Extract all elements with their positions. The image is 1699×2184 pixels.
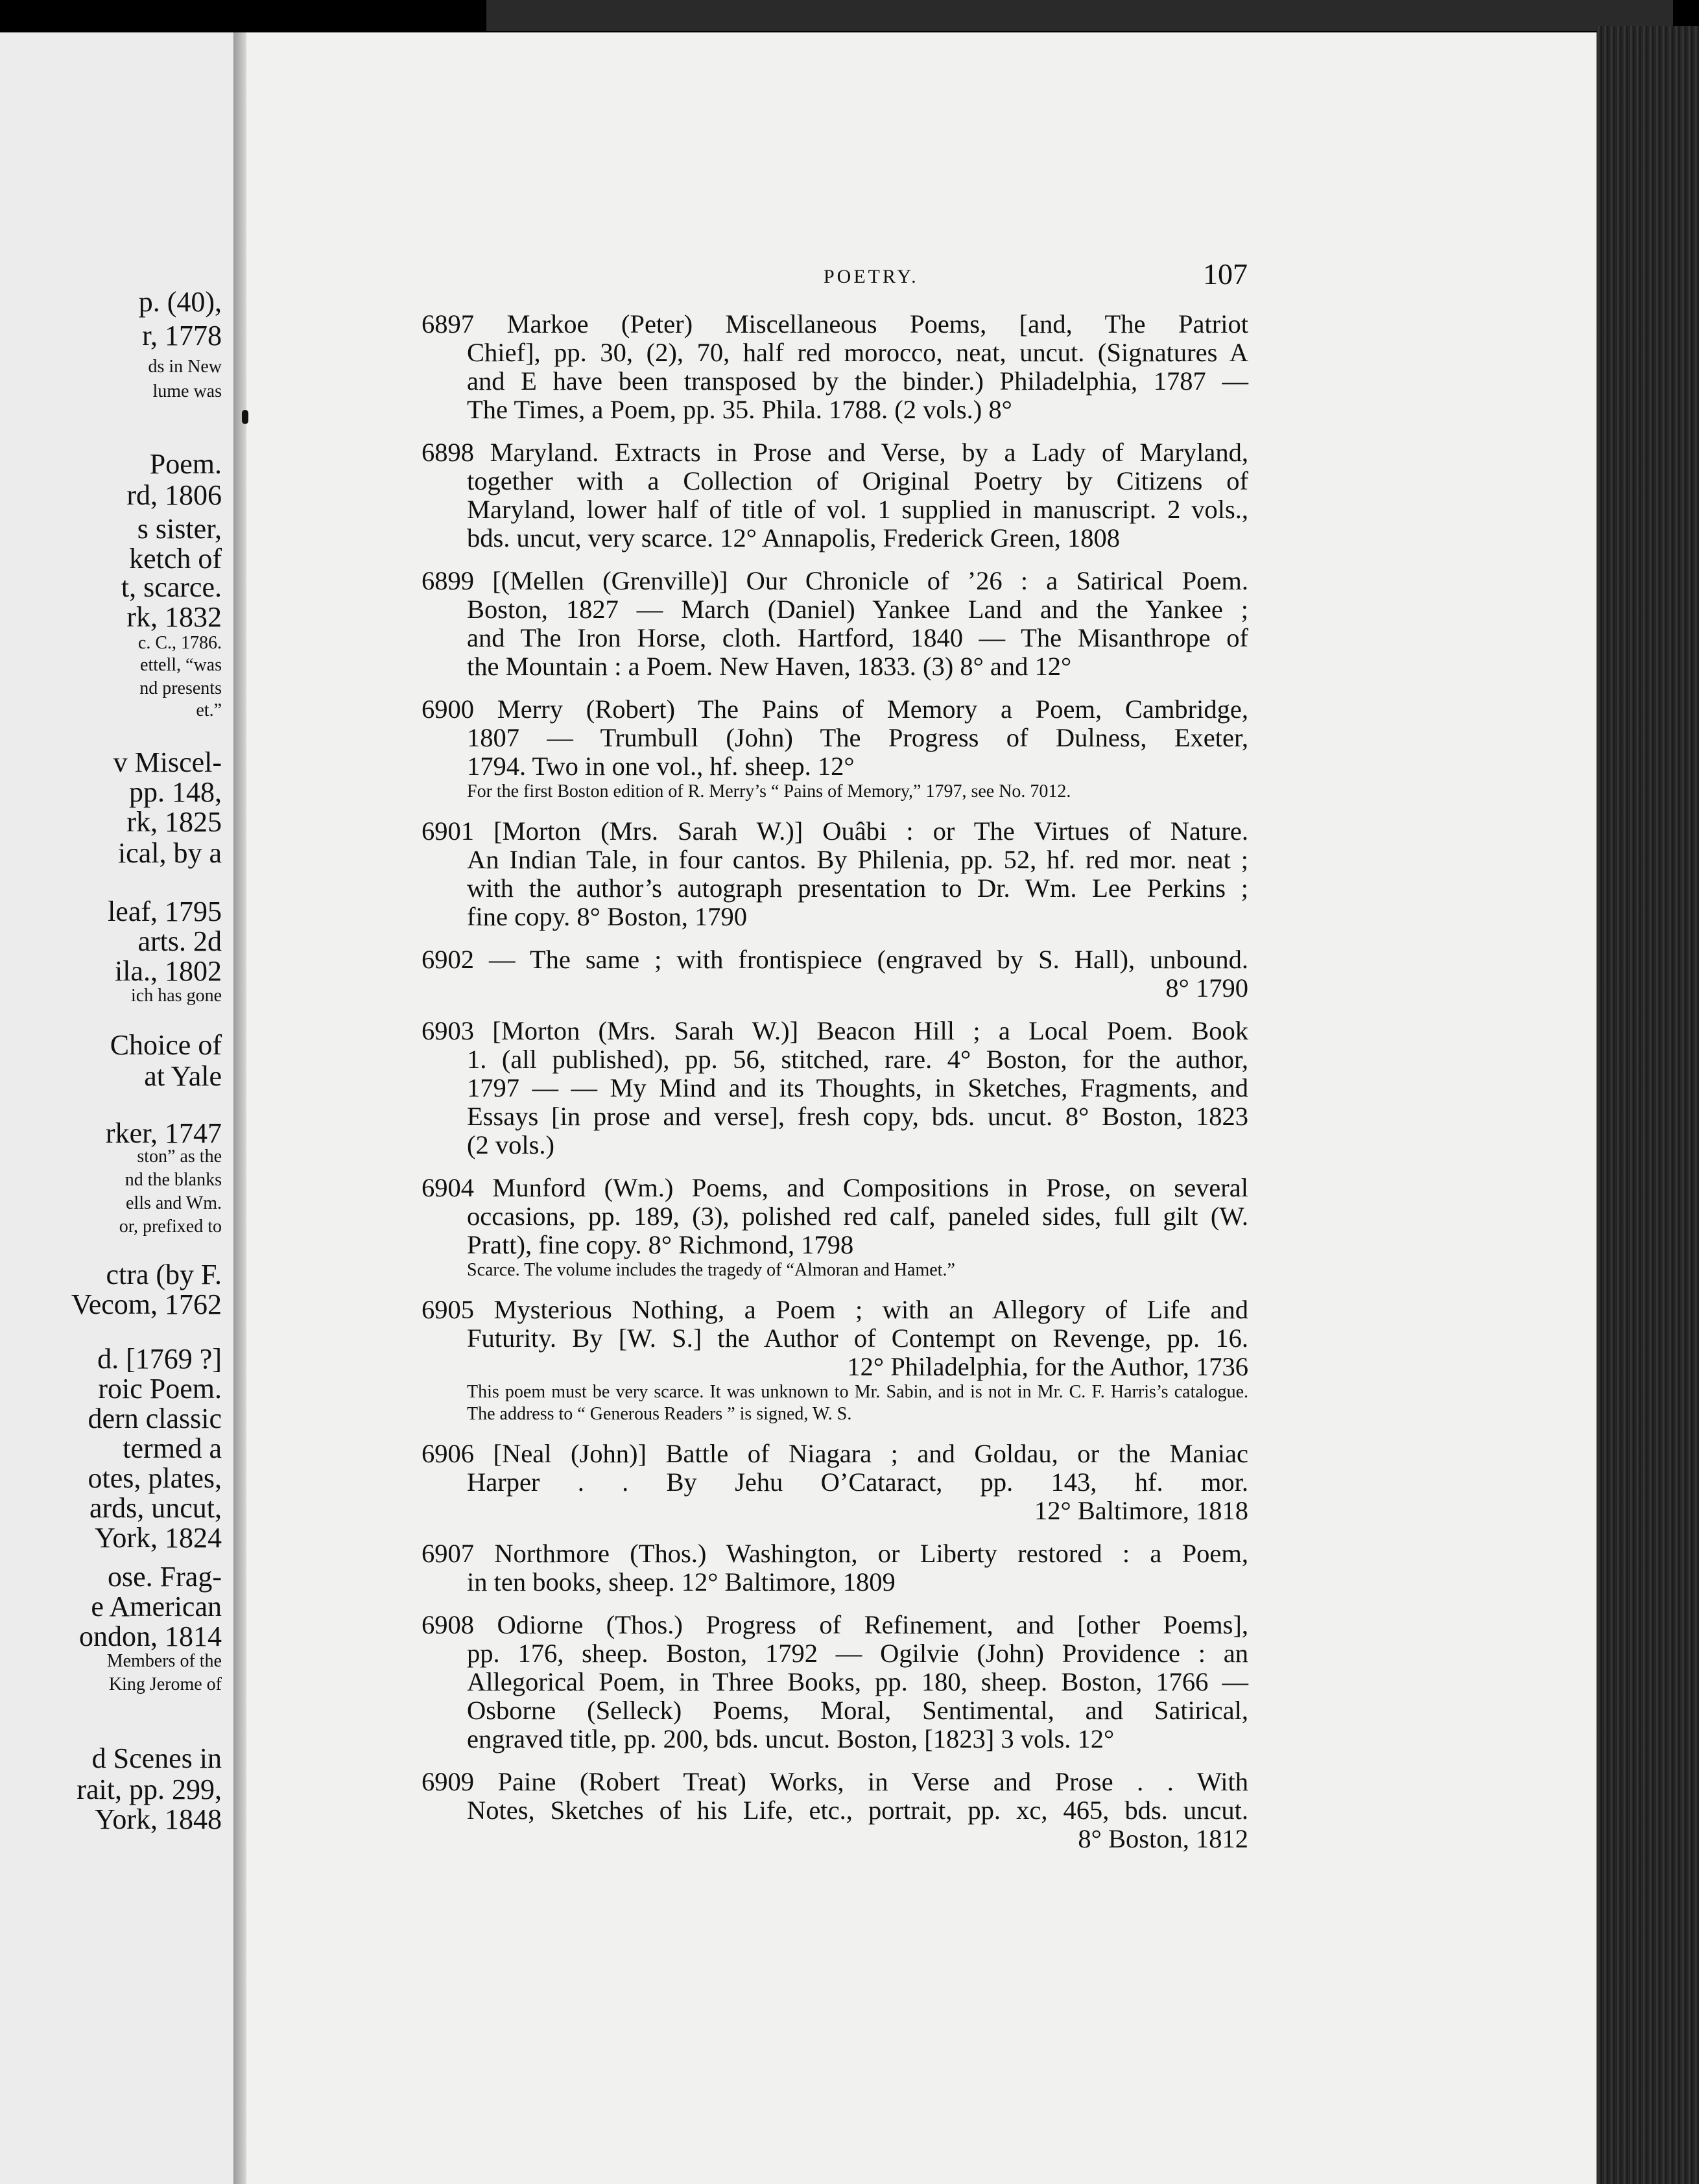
entry-line: together with a Collection of Original Poetry by Citizens of [467, 466, 1248, 495]
entry-line: the Mountain : a Poem. New Haven, 1833. (3) 8° and 12° [467, 652, 1072, 681]
entry-heading-line: 6909 Paine (Robert Treat) Works, in Verse and Prose . . With [422, 1767, 1248, 1796]
entry-line: engraved title, pp. 200, bds. uncut. Boston, [1823] 3 vols. 12° [467, 1724, 1115, 1753]
entry-line: bds. uncut, very scarce. 12° Annapolis, Frederick Green, 1808 [467, 523, 1121, 552]
entry-heading-line: 6897 Markoe (Peter) Miscellaneous Poems, [and, The Patriot [422, 309, 1248, 338]
left-page-line: t, scarce. [121, 571, 222, 603]
left-page-line: leaf, 1795 [108, 896, 222, 927]
entry-note: This poem must be very scarce. It was unknown to Mr. Sabin, and is not in Mr. C. F. Harris’s catalogue. The address to “ Generous Readers ” is signed, W. S. [467, 1382, 1248, 1424]
left-page-line: rait, pp. 299, [77, 1774, 222, 1805]
catalogue-entry-6906 [422, 1440, 1248, 1525]
running-header: POETRY. [824, 266, 919, 287]
page-mark [242, 410, 248, 424]
entry-heading-line: 6899 [(Mellen (Grenville)] Our Chronicle of ’26 : a Satirical Poem. [422, 566, 1248, 595]
left-page-line: ila., 1802 [115, 955, 222, 987]
entry-heading-line: 6904 Munford (Wm.) Poems, and Compositions in Prose, on several [422, 1173, 1248, 1202]
page-number: 107 [1203, 257, 1248, 291]
scanner-background [486, 0, 1673, 31]
entry-line: Allegorical Poem, in Three Books, pp. 180, sheep. Boston, 1766 — [467, 1667, 1248, 1696]
entry-line: 1807 — Trumbull (John) The Progress of Dulness, Exeter, [467, 723, 1248, 752]
left-page-line: King Jerome of [108, 1674, 222, 1694]
left-page-line: ical, by a [117, 837, 222, 869]
left-page-line: pp. 148, [129, 776, 222, 808]
entry-heading-line: 6902 — The same ; with frontispiece (engraved by S. Hall), unbound. [422, 945, 1248, 974]
left-page-line: rker, 1747 [105, 1117, 222, 1149]
catalogue-entry-6907 [422, 1539, 1248, 1596]
entry-line: and E have been transposed by the binder.) Philadelphia, 1787 — [467, 366, 1248, 396]
entry-line: Essays [in prose and verse], fresh copy, bds. uncut. 8° Boston, 1823 [467, 1102, 1248, 1131]
entry-line: with the author’s autograph presentation to Dr. Wm. Lee Perkins ; [467, 873, 1248, 903]
entry-heading-line: 6906 [Neal (John)] Battle of Niagara ; and Goldau, or the Maniac [422, 1439, 1248, 1468]
catalogue-entry-6903 [422, 1017, 1248, 1159]
entry-heading-line: 6905 Mysterious Nothing, a Poem ; with an Allegory of Life and [422, 1295, 1248, 1324]
left-page-line: v Miscel- [113, 746, 222, 778]
left-page-line: nd the blanks [125, 1170, 222, 1190]
entry-line: 1. (all published), pp. 56, stitched, rare. 4° Boston, for the author, [467, 1045, 1248, 1074]
entry-line: 1794. Two in one vol., hf. sheep. 12° [467, 752, 855, 781]
left-page-fragment [0, 32, 237, 2184]
entry-line: 8° Boston, 1812 [1078, 1824, 1248, 1853]
left-page-line: ich has gone [131, 986, 222, 1006]
catalogue-entry-6904 [422, 1174, 1248, 1281]
left-page-line: s sister, [137, 513, 222, 545]
left-page-line: e American [91, 1591, 222, 1622]
book-gutter [233, 32, 248, 2184]
entry-line: and The Iron Horse, cloth. Hartford, 1840 — The Misanthrope of [467, 623, 1248, 652]
catalogue-entry-6899 [422, 567, 1248, 681]
entry-heading-line: 6898 Maryland. Extracts in Prose and Verse, by a Lady of Maryland, [422, 438, 1248, 467]
entry-line: Osborne (Selleck) Poems, Moral, Sentimental, and Satirical, [467, 1696, 1248, 1725]
catalogue-entry-6909 [422, 1768, 1248, 1853]
entry-line: fine copy. 8° Boston, 1790 [467, 902, 748, 931]
entry-line: in ten books, sheep. 12° Baltimore, 1809 [467, 1567, 896, 1596]
entry-line: 1797 — — My Mind and its Thoughts, in Sketches, Fragments, and [467, 1073, 1248, 1102]
entry-line: Futurity. By [W. S.] the Author of Contempt on Revenge, pp. 16. [467, 1323, 1248, 1353]
entry-line: The Times, a Poem, pp. 35. Phila. 1788. (2 vols.) 8° [467, 395, 1012, 424]
book-page-edges [1597, 26, 1699, 2184]
left-page-line: ston” as the [137, 1146, 222, 1167]
entry-line: 8° 1790 [1165, 973, 1248, 1003]
left-page-line: Poem. [149, 448, 222, 480]
left-page-line: d. [1769 ?] [97, 1343, 222, 1375]
left-page-line: ards, uncut, [89, 1492, 222, 1524]
catalogue-entry-6908 [422, 1611, 1248, 1753]
entry-note: For the first Boston edition of R. Merry’s “ Pains of Memory,” 1797, see No. 7012. [467, 781, 1071, 801]
entry-line: Boston, 1827 — March (Daniel) Yankee Land and the Yankee ; [467, 595, 1248, 624]
left-page-line: rd, 1806 [126, 479, 222, 511]
left-page-line: ds in New [148, 357, 222, 377]
entry-line: pp. 176, sheep. Boston, 1792 — Ogilvie (John) Providence : an [467, 1639, 1248, 1668]
left-page-line: roic Poem. [98, 1373, 222, 1405]
left-page-line: arts. 2d [137, 925, 222, 957]
entry-heading-line: 6908 Odiorne (Thos.) Progress of Refinement, and [other Poems], [422, 1610, 1248, 1639]
left-page-line: ctra (by F. [106, 1259, 222, 1290]
left-page-line: ells and Wm. [125, 1193, 222, 1213]
left-page-line: nd presents [139, 678, 222, 698]
entry-heading-line: 6900 Merry (Robert) The Pains of Memory a Poem, Cambridge, [422, 694, 1248, 724]
left-page-line: p. (40), [138, 286, 222, 318]
left-page-line: rk, 1832 [126, 601, 222, 633]
left-page-line: ose. Frag- [108, 1561, 222, 1593]
left-page-line: or, prefixed to [119, 1217, 222, 1237]
entry-heading-line: 6907 Northmore (Thos.) Washington, or Liberty restored : a Poem, [422, 1539, 1248, 1568]
catalogue-entry-6901 [422, 817, 1248, 931]
entry-line: occasions, pp. 189, (3), polished red calf, paneled sides, full gilt (W. [467, 1202, 1248, 1231]
left-page-line: d Scenes in [91, 1742, 222, 1774]
left-page-line: c. C., 1786. [137, 633, 222, 653]
catalogue-entry-6905 [422, 1296, 1248, 1425]
entry-line: An Indian Tale, in four cantos. By Philenia, pp. 52, hf. red mor. neat ; [467, 845, 1248, 874]
entry-heading-line: 6903 [Morton (Mrs. Sarah W.)] Beacon Hill ; a Local Poem. Book [422, 1016, 1248, 1045]
left-page-line: rk, 1825 [126, 806, 222, 838]
entry-line: Pratt), fine copy. 8° Richmond, 1798 [467, 1230, 854, 1259]
left-page-line: York, 1824 [94, 1522, 222, 1554]
left-page-line: ondon, 1814 [79, 1620, 222, 1652]
entry-line: Notes, Sketches of his Life, etc., portrait, pp. xc, 465, bds. uncut. [467, 1796, 1248, 1825]
entry-line: 12° Philadelphia, for the Author, 1736 [847, 1352, 1248, 1381]
catalogue-entry-6902 [422, 945, 1248, 1003]
left-page-line: dern classic [88, 1403, 222, 1434]
left-page-line: at Yale [144, 1060, 222, 1092]
catalogue-entry-6897 [422, 310, 1248, 424]
left-page-line: et.” [196, 700, 222, 720]
left-page-line: ettell, “was [140, 655, 222, 675]
entry-line: Harper . . By Jehu O’Cataract, pp. 143, hf. mor. [467, 1467, 1248, 1497]
catalogue-entries [422, 310, 1248, 1868]
entry-line: Maryland, lower half of title of vol. 1 supplied in manuscript. 2 vols., [467, 495, 1248, 524]
left-page-line: ketch of [129, 543, 222, 575]
left-page-line: otes, plates, [88, 1462, 222, 1494]
left-page-line: York, 1848 [94, 1803, 222, 1835]
entry-note: Scarce. The volume includes the tragedy of “Almoran and Hamet.” [467, 1260, 955, 1280]
catalogue-entry-6898 [422, 438, 1248, 552]
entry-heading-line: 6901 [Morton (Mrs. Sarah W.)] Ouâbi : or The Virtues of Nature. [422, 816, 1248, 846]
entry-line: Chief], pp. 30, (2), 70, half red morocco, neat, uncut. (Signatures A [467, 338, 1248, 367]
catalogue-entry-6900 [422, 695, 1248, 803]
left-page-line: Vecom, 1762 [71, 1288, 222, 1320]
entry-line: (2 vols.) [467, 1130, 554, 1159]
left-page-line: lume was [152, 381, 222, 401]
left-page-line: Choice of [110, 1029, 222, 1061]
left-page-line: r, 1778 [142, 320, 222, 351]
entry-line: 12° Baltimore, 1818 [1034, 1496, 1248, 1525]
left-page-line: Members of the [106, 1651, 222, 1671]
left-page-line: termed a [123, 1432, 222, 1464]
